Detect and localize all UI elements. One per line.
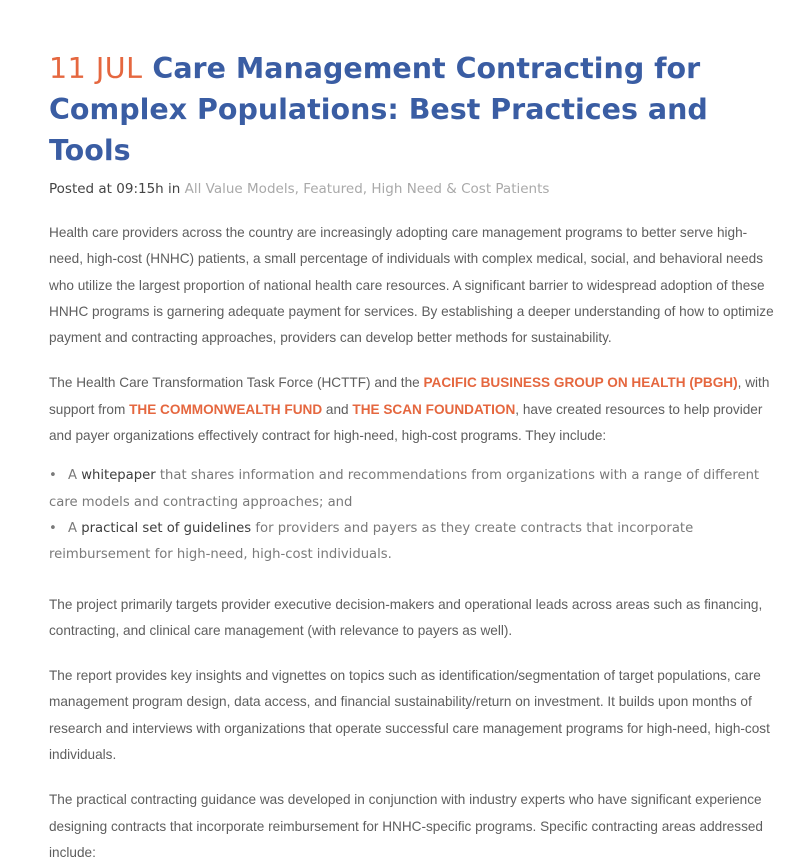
body-paragraph-audience: The project primarily targets provider executive decision-makers and operational leads across areas such as financing, contracting, and clinical care management (with relevance to payers as well). [49, 596, 763, 638]
post-title [49, 48, 779, 171]
category-separator: , [294, 181, 304, 197]
article [49, 48, 779, 866]
body-paragraph-guidance: The practical contracting guidance was developed in conjunction with industry experts who have significant experience designing contracts that incorporate reimbursement for HNHC-specific programs. Specific contracting areas addressed include: [49, 792, 763, 860]
commonwealth-fund-link[interactable]: THE COMMONWEALTH FUND [129, 401, 323, 417]
list-item-text: A [68, 520, 82, 536]
posted-time: 09:15h [116, 181, 164, 197]
post-meta [49, 179, 779, 199]
guidelines-link[interactable]: practical set of guidelines [81, 520, 252, 536]
list-item [49, 463, 779, 516]
bullet-icon: • [49, 468, 57, 484]
list-item [49, 516, 779, 569]
scan-foundation-link[interactable]: THE SCAN FOUNDATION [352, 401, 516, 417]
body-paragraph-report: The report provides key insights and vignettes on topics such as identification/segmentation of target populations, care management program design, data access, and financial sustainability/return on investment. It builds upon months of research and interviews with organizations that operate successful care management programs for high-need, high-cost individuals. [49, 668, 770, 763]
posted-prefix: Posted at [49, 181, 117, 197]
category-separator: , [362, 181, 372, 197]
partners-text-4: , have created resources to help provider and payer organizations effectively contract for high-need, high-cost programs. They include: [49, 401, 763, 444]
whitepaper-link[interactable]: whitepaper [81, 468, 156, 484]
body-paragraph-partners [49, 370, 779, 449]
category-link-all-value-models[interactable]: All Value Models [184, 181, 295, 197]
resource-list [49, 463, 779, 568]
pbgh-link[interactable]: PACIFIC BUSINESS GROUP ON HEALTH (PBGH) [423, 375, 738, 391]
body-paragraph-intro: Health care providers across the country are increasingly adopting care management programs to better serve high-need, high-cost (HNHC) patients, a small percentage of individuals with complex medical, social, and behavioral needs who utilize the largest proportion of national health care resources. A significant barrier to widespread adoption of these HNHC programs is garnering adequate payment for services. By establishing a deeper understanding of how to optimize payment and contracting approaches, providers can develop better methods for sustainability. [49, 225, 774, 346]
partners-text-2: , with support from [49, 375, 770, 417]
partners-text-1: The Health Care Transformation Task Force (HCTTF) and the [49, 375, 424, 391]
bullet-icon: • [49, 520, 57, 536]
partners-text-3: and [322, 401, 353, 417]
list-item-text: A [68, 468, 82, 484]
posted-in: in [163, 181, 185, 197]
list-item-text: for providers and payers as they create contracts that incorporate reimbursement for high-need, high-cost individuals. [49, 520, 694, 563]
list-item-text: that shares information and recommendations from organizations with a range of different care models and contracting approaches; and [49, 468, 760, 510]
post-title-text[interactable]: Care Management Contracting for Complex Populations: Best Practices and Tools [49, 52, 708, 167]
category-link-featured[interactable]: Featured [303, 181, 363, 197]
category-link-high-need-cost-patients[interactable]: High Need & Cost Patients [371, 181, 550, 197]
post-date: 11 JUL [49, 52, 143, 85]
